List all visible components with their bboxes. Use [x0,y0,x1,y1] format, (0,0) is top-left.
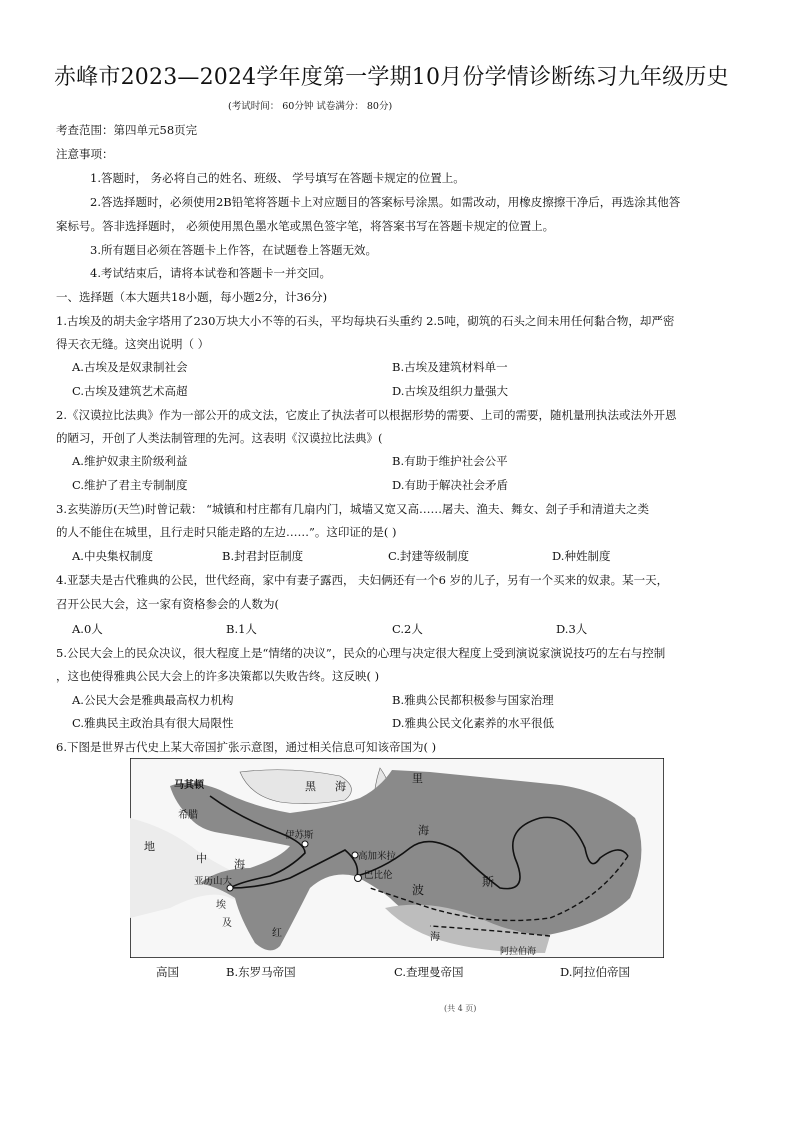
question-3-option-a[interactable]: A.中央集权制度 [72,549,153,563]
map-label-red-sea: 红 [272,928,282,939]
map-label-arabian-sea: 阿拉伯海 [500,947,537,957]
question-3-line: 的人不能住在城里，且行走时只能走路的左边……”。这印证的是( ) [56,525,397,539]
question-1-option-c[interactable]: C.古埃及建筑艺术高超 [72,384,188,398]
map-label-black-sea-2: 海 [335,780,346,793]
question-4-option-d[interactable]: D.3人 [556,622,588,636]
question-6-option-b[interactable]: B.东罗马帝国 [226,965,296,979]
section-heading: 一、选择题（本大题共18小题，每小题2分，计36分) [56,290,328,304]
notice-heading: 注意事项： [56,147,114,161]
question-6-option-c[interactable]: C.查理曼帝国 [394,965,464,979]
notice-item: 4.考试结束后，请将本试卷和答题卡一并交回。 [90,266,331,280]
question-3-line: 3.玄奘游历(天竺)时曾记载： “城镇和村庄都有几扇内门，城墙又宽又高……屠夫、渔夫、舞女、刽子手和清道夫之类 [56,502,649,516]
map-label-med-2: 中 [196,852,207,865]
question-6-option-a[interactable]: 高国 [156,965,179,979]
empire-expansion-map [130,758,664,958]
map-label-caspian-2: 海 [418,824,429,837]
exam-info: (考试时间： 60分钟 试卷满分： 80分) [228,101,393,112]
map-label-persia-1: 波 [412,883,425,897]
map-label-greece: 希腊 [178,810,198,821]
question-4-option-a[interactable]: A.0人 [72,622,103,636]
question-5-line: 5.公民大会上的民众决议，很大程度上是“情绪的决议”，民众的心理与决定很大程度上受到演说家演说技巧的左右与控制 [56,646,666,660]
question-2-option-a[interactable]: A.维护奴隶主阶级利益 [72,454,188,468]
notice-item: 案标号。答非选择题时， 必须使用黑色墨水笔或黑色签字笔，将答案书写在答题卡规定的位置上。 [56,219,555,233]
question-3-option-c[interactable]: C.封建等级制度 [388,549,470,563]
map-label-gaugamela: 高加米拉 [358,851,397,862]
map-label-black-sea: 黑 [305,780,316,793]
question-1-option-a[interactable]: A.古埃及是奴隶制社会 [72,360,188,374]
page-footer: (共 4 页) [444,1004,477,1013]
question-4-option-b[interactable]: B.1人 [226,622,257,636]
map-label-egypt-2: 及 [222,918,232,929]
question-4-option-c[interactable]: C.2人 [392,622,423,636]
map-label-persia-2: 斯 [482,875,495,889]
question-5-line: ，这也使得雅典公民大会上的许多决策都以失败告终。这反映( ) [56,669,380,683]
map-label-issus: 伊苏斯 [285,830,314,841]
question-2-line: 的陋习，开创了人类法制管理的先河。这表明《汉谟拉比法典》( [56,431,383,445]
question-2-option-b[interactable]: B.有助于维护社会公平 [392,454,508,468]
question-4-line: 召开公民大会，这一家有资格参会的人数为( [56,597,279,611]
question-1-line: 1.古埃及的胡夫金字塔用了230万块大小不等的石头，平均每块石头重约 2.5吨，砌筑的石头之间未用任何黏合物，却严密 [56,314,675,328]
notice-item: 3.所有题目必须在答题卡上作答，在试题卷上答题无效。 [90,243,377,257]
question-3-option-d[interactable]: D.种姓制度 [552,549,611,563]
question-1-option-d[interactable]: D.古埃及组织力量强大 [392,384,508,398]
notice-item: 2.答选择题时，必须使用2B铅笔将答题卡上对应题目的答案标号涂黑。如需改动，用橡皮擦擦干净后，再选涂其他答 [90,195,681,209]
map-label-caspian: 里 [412,772,423,785]
page-title: 赤峰市2023—2024学年度第一学期10月份学情诊断练习九年级历史 [54,65,729,90]
babylon-marker [355,875,362,882]
question-5-option-d[interactable]: D.雅典公民文化素养的水平很低 [392,716,554,730]
map-label-persian-gulf: 海 [430,932,440,943]
question-6-line: 6.下图是世界古代史上某大帝国扩张示意图，通过相关信息可知该帝国为( ) [56,740,437,754]
map-label-egypt-1: 埃 [216,900,226,911]
question-5-option-c[interactable]: C.雅典民主政治具有很大局限性 [72,716,234,730]
question-1-line: 得天衣无缝。这突出说明（ ） [56,337,210,351]
exam-scope: 考查范围：第四单元58页完 [56,123,198,137]
notice-item: 1.答题时， 务必将自己的姓名、班级、 学号填写在答题卡规定的位置上。 [90,171,465,185]
question-2-option-c[interactable]: C.维护了君主专制制度 [72,478,188,492]
map-label-babylon: 巴比伦 [364,870,393,881]
question-5-option-b[interactable]: B.雅典公民都积极参与国家治理 [392,693,554,707]
question-2-line: 2.《汉谟拉比法典》作为一部公开的成文法，它废止了执法者可以根据形势的需要、上司的需要，随机量刑执法或法外开恩 [56,408,677,422]
question-6-option-d[interactable]: D.阿拉伯帝国 [560,965,630,979]
map-svg [130,758,664,958]
map-label-med-1: 地 [144,840,155,853]
question-2-option-d[interactable]: D.有助于解决社会矛盾 [392,478,508,492]
question-5-option-a[interactable]: A.公民大会是雅典最高权力机构 [72,693,234,707]
map-label-alexandria: 亚历山大 [194,876,233,887]
question-1-option-b[interactable]: B.古埃及建筑材料单一 [392,360,508,374]
question-4-line: 4.亚瑟夫是古代雅典的公民，世代经商，家中有妻子露西， 夫妇俩还有一个6 岁的儿子，另有一个买来的奴隶。某一天， [56,573,669,587]
question-3-option-b[interactable]: B.封君封臣制度 [222,549,304,563]
map-label-med-3: 海 [234,858,245,871]
issus-marker [302,841,308,847]
map-label-macedonia: 马其顿 [174,780,204,791]
